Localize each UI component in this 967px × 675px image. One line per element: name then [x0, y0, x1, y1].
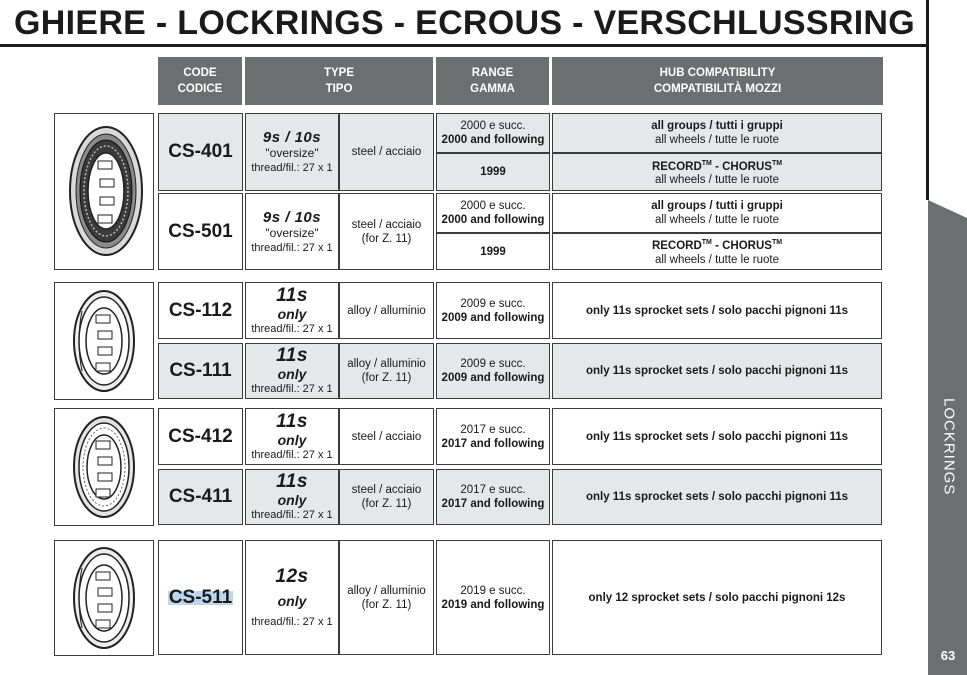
material-text: steel / acciaio — [351, 430, 422, 443]
product-code: CS-412 — [168, 425, 233, 447]
range-cell — [436, 193, 550, 233]
header-hub-en: HUB COMPATIBILITY — [659, 67, 776, 79]
product-code: CS-501 — [168, 220, 233, 242]
type-subtitle: only — [277, 431, 307, 448]
hub-compat-cell — [552, 193, 882, 233]
trademark-sign: TM — [701, 159, 712, 167]
speed-label: 9s / 10s — [262, 208, 322, 226]
product-image-oversize-lockring — [54, 113, 154, 270]
material-cell — [339, 282, 434, 339]
type-subtitle: "oversize" — [265, 146, 319, 160]
hub-line2: all wheels / tutte le ruote — [654, 134, 779, 146]
range-cell — [436, 233, 550, 270]
range-cell — [436, 540, 550, 655]
side-tab-label: LOCKRINGS — [940, 398, 958, 496]
range-line1: 2009 e succ. — [460, 358, 526, 370]
material-text: steel / acciaio — [351, 218, 422, 231]
type-cell — [245, 408, 339, 465]
product-code: CS-112 — [168, 299, 233, 321]
thread-spec: thread/fil.: 27 x 1 — [251, 162, 333, 174]
trademark-sign: TM — [701, 239, 712, 247]
product-code-cell — [158, 282, 243, 339]
trademark-sign: TM — [771, 239, 783, 247]
range-line1: 2000 e succ. — [460, 120, 526, 132]
thread-spec: thread/fil.: 27 x 1 — [251, 509, 333, 521]
hub-compat-cell — [552, 343, 882, 399]
product-code-cell — [158, 343, 243, 399]
hub-text: only 11s sprocket sets / solo pacchi pignoni 11s — [585, 304, 849, 317]
range-line2: 2000 and following — [441, 214, 545, 226]
product-code: CS-111 — [169, 360, 232, 381]
product-code-cell — [158, 469, 243, 525]
oversize-lockring-icon — [62, 121, 146, 261]
range-line1: 2009 e succ. — [460, 297, 526, 310]
material-cell — [339, 408, 434, 465]
hub-compat-cell — [552, 233, 882, 270]
page-title: GHIERE - LOCKRINGS - ECROUS - VERSCHLUSSRING — [14, 4, 916, 42]
product-code: CS-411 — [168, 486, 233, 507]
header-code-it: CODICE — [177, 83, 223, 95]
hub-compat-cell — [552, 113, 882, 153]
trademark-sign: TM — [771, 159, 783, 167]
range-line2: 2009 and following — [441, 372, 545, 384]
hub-compat-cell — [552, 153, 882, 191]
hub-brand-record: RECORD — [651, 160, 702, 173]
hub-text: only 11s sprocket sets / solo pacchi pignoni 11s — [585, 365, 849, 377]
speed-label: 9s / 10s — [262, 129, 322, 146]
type-subtitle: only — [277, 592, 307, 609]
hub-text: only 11s sprocket sets / solo pacchi pignoni 11s — [585, 430, 849, 443]
title-divider — [0, 44, 928, 47]
range-line1: 2017 e succ. — [460, 484, 526, 496]
speed-label: 11s — [276, 345, 308, 366]
range-line2: 2017 and following — [441, 437, 545, 450]
header-type — [245, 57, 433, 105]
material-text: alloy / alluminio — [347, 584, 426, 597]
type-cell — [245, 469, 339, 525]
speed-label: 12s — [275, 565, 309, 587]
material-text: alloy / alluminio — [347, 358, 426, 370]
type-subtitle: "oversize" — [265, 225, 319, 240]
range-line2: 2009 and following — [441, 311, 545, 324]
type-cell — [245, 282, 339, 339]
material-text: steel / acciaio — [351, 484, 422, 496]
product-code-cell — [158, 408, 243, 465]
material-cell — [339, 113, 434, 191]
range-line2: 2017 and following — [441, 498, 545, 510]
type-cell — [245, 540, 339, 655]
product-code: CS-401 — [168, 141, 233, 162]
header-range-en: RANGE — [471, 67, 514, 79]
product-code[interactable]: CS-511 — [168, 586, 233, 608]
lockring-icon — [62, 413, 146, 521]
hub-brand-chorus: - CHORUS — [711, 239, 772, 252]
material-note: (for Z. 11) — [361, 372, 412, 384]
material-text: alloy / alluminio — [347, 304, 426, 317]
range-cell — [436, 153, 550, 191]
range-cell — [436, 282, 550, 339]
material-note: (for Z. 11) — [361, 232, 412, 245]
header-type-en: TYPE — [323, 67, 355, 79]
speed-label: 11s — [276, 410, 308, 432]
header-range — [436, 57, 549, 105]
header-range-it: GAMMA — [470, 83, 515, 95]
material-cell — [339, 469, 434, 525]
thread-spec: thread/fil.: 27 x 1 — [251, 322, 333, 335]
thread-spec: thread/fil.: 27 x 1 — [251, 383, 333, 395]
product-code-cell — [158, 540, 243, 655]
page-number: 63 — [940, 648, 956, 663]
hub-line2: all wheels / tutte le ruote — [654, 214, 779, 226]
range-cell — [436, 469, 550, 525]
thread-spec: thread/fil.: 27 x 1 — [251, 615, 333, 628]
product-image-12s-lockring — [54, 540, 154, 656]
thread-spec: thread/fil.: 27 x 1 — [251, 241, 333, 254]
hub-compat-cell — [552, 540, 882, 655]
lockring-icon — [62, 287, 146, 395]
hub-brand-record: RECORD — [651, 239, 702, 252]
range-line1: 1999 — [480, 166, 506, 178]
range-cell — [436, 408, 550, 465]
hub-line2: all wheels / tutte le ruote — [654, 174, 779, 187]
header-type-it: TIPO — [325, 83, 353, 95]
thread-spec: thread/fil.: 27 x 1 — [251, 448, 333, 461]
range-line1: 2000 e succ. — [460, 200, 526, 212]
header-hub-it: COMPATIBILITÀ MOZZI — [653, 83, 782, 95]
range-line2: 2000 and following — [441, 134, 545, 146]
material-cell — [339, 193, 434, 270]
page-edge-rule — [926, 0, 929, 200]
product-code-cell — [158, 113, 243, 191]
type-cell — [245, 193, 339, 270]
hub-line1 — [652, 157, 782, 174]
range-cell — [436, 113, 550, 153]
hub-line1: all groups / tutti i gruppi — [651, 120, 783, 132]
product-code-cell — [158, 193, 243, 270]
range-cell — [436, 343, 550, 399]
material-note: (for Z. 11) — [361, 498, 412, 510]
product-image-11s-steel-lockring — [54, 408, 154, 526]
lockring-icon — [62, 544, 146, 652]
range-line2: 2019 and following — [441, 598, 545, 611]
material-note: (for Z. 11) — [361, 598, 412, 611]
type-subtitle: only — [277, 492, 307, 508]
hub-compat-cell — [552, 282, 882, 339]
speed-label: 11s — [276, 284, 308, 306]
type-subtitle: only — [277, 366, 307, 382]
hub-line1: all groups / tutti i gruppi — [651, 200, 783, 212]
hub-text: only 11s sprocket sets / solo pacchi pignoni 11s — [585, 491, 849, 503]
material-cell — [339, 540, 434, 655]
speed-label: 11s — [276, 471, 308, 492]
type-subtitle: only — [277, 305, 307, 322]
hub-compat-cell — [552, 408, 882, 465]
product-image-11s-lockring — [54, 282, 154, 400]
hub-text: only 12 sprocket sets / solo pacchi pignoni 12s — [588, 591, 846, 604]
material-text: steel / acciaio — [351, 146, 422, 158]
header-hub — [552, 57, 883, 105]
header-code — [158, 57, 242, 105]
header-code-en: CODE — [183, 67, 217, 79]
hub-compat-cell — [552, 469, 882, 525]
range-line1: 1999 — [480, 245, 506, 258]
hub-line1 — [652, 236, 782, 253]
range-line1: 2017 e succ. — [460, 423, 526, 436]
material-cell — [339, 343, 434, 399]
range-line1: 2019 e succ. — [460, 584, 526, 597]
hub-line2: all wheels / tutte le ruote — [654, 253, 779, 266]
hub-brand-chorus: - CHORUS — [711, 160, 772, 173]
type-cell — [245, 113, 339, 191]
type-cell — [245, 343, 339, 399]
